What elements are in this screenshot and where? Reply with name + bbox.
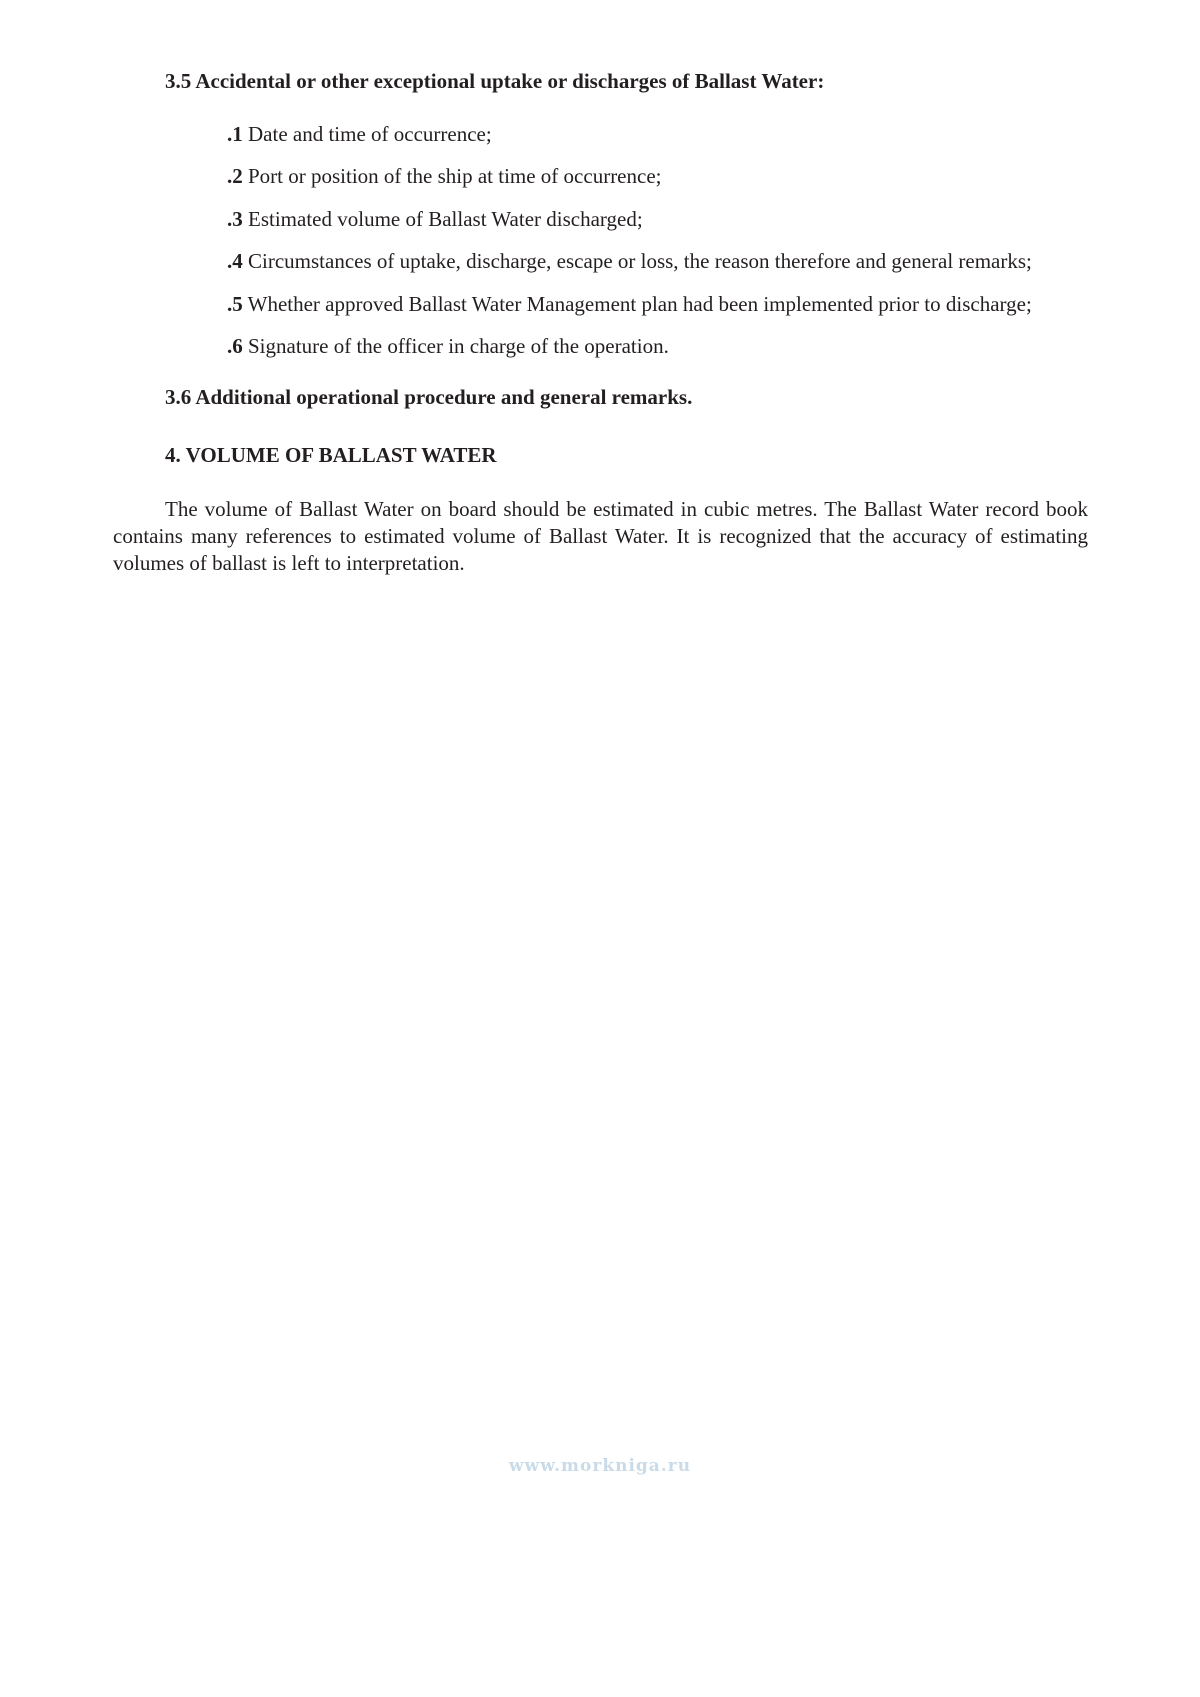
list-item-number: .4	[227, 249, 243, 273]
list-item-text: Whether approved Ballast Water Management plan had been implemented prior to discharge;	[242, 292, 1032, 316]
list-item-text: Date and time of occurrence;	[242, 122, 492, 146]
list-item-number: .3	[227, 207, 243, 231]
list-item-4	[227, 248, 1032, 274]
list-item-1	[227, 121, 492, 147]
list-item-3	[227, 206, 643, 232]
list-item-text: Estimated volume of Ballast Water discharged;	[242, 207, 643, 231]
list-item-2	[227, 163, 661, 189]
list-item-number: .1	[227, 122, 243, 146]
section-3-5-heading: 3.5 Accidental or other exceptional uptake or discharges of Ballast Water:	[165, 69, 825, 93]
list-item-number: .6	[227, 334, 243, 358]
list-item-text: Port or position of the ship at time of occurrence;	[242, 164, 662, 188]
watermark: www.morkniga.ru	[508, 1456, 692, 1476]
list-item-number: .2	[227, 164, 243, 188]
list-item-number: .5	[227, 292, 243, 316]
list-item-6	[227, 333, 669, 359]
section-4-heading: 4. VOLUME OF BALLAST WATER	[165, 443, 497, 467]
section-3-6-heading: 3.6 Additional operational procedure and general remarks.	[165, 385, 693, 409]
list-item-5	[227, 291, 1032, 317]
list-item-text: Signature of the officer in charge of the operation.	[242, 334, 669, 358]
section-4-paragraph: The volume of Ballast Water on board should be estimated in cubic metres. The Ballast Water record book contains many references to estimated volume of Ballast Water. It is recognized that the accuracy of estimating volumes of ballast is left to interpretation.	[113, 497, 1088, 575]
list-item-text: Circumstances of uptake, discharge, escape or loss, the reason therefore and general remarks;	[242, 249, 1032, 273]
